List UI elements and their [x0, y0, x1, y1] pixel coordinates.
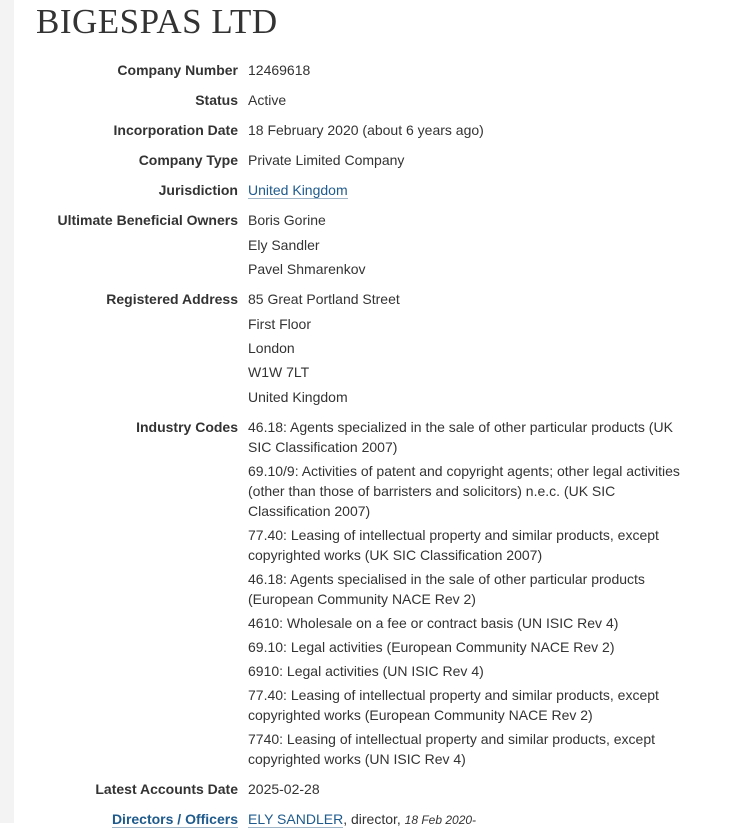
directors-officers-link[interactable]: Directors / Officers — [111, 810, 238, 827]
status-label: Status — [195, 92, 238, 108]
company-name-heading: BIGESPAS LTD — [36, 2, 278, 41]
registered-address — [248, 287, 714, 407]
address-line: 85 Great Portland Street — [248, 291, 400, 308]
address-line: W1W 7LT — [248, 364, 310, 381]
company-number-label: Company Number — [117, 62, 238, 78]
incorporation-date-value: 18 February 2020 (about 6 years ago) — [248, 122, 484, 138]
address-line: First Floor — [248, 315, 311, 332]
industry-code-item: 77.40: Leasing of intellectual property and similar products, except copyrighted works (UK SIC Classification 2007) — [248, 526, 659, 563]
company-number-value: 12469618 — [248, 62, 311, 78]
jurisdiction-value — [248, 178, 714, 200]
left-sidebar-strip — [0, 0, 14, 823]
company-type-label: Company Type — [138, 152, 238, 168]
address-line: United Kingdom — [248, 388, 348, 405]
officer-entry — [248, 807, 714, 830]
address-line: London — [248, 339, 295, 356]
industry-code-item: 46.18: Agents specialised in the sale of other particular products (European Community NACE Rev 2) — [248, 570, 645, 607]
industry-code-item: 4610: Wholesale on a fee or contract basis (UN ISIC Rev 4) — [248, 614, 619, 631]
ubo-label: Ultimate Beneficial Owners — [57, 212, 238, 228]
ubo-item: Boris Gorine — [248, 212, 326, 228]
latest-accounts-date-value: 2025-02-28 — [248, 780, 320, 797]
ubo-list — [248, 208, 714, 279]
officer-start-date: 18 Feb 2020- — [404, 812, 477, 827]
officer-name-link[interactable]: ELY SANDLER — [248, 810, 344, 827]
jurisdiction-label: Jurisdiction — [158, 182, 238, 198]
industry-code-item: 77.40: Leasing of intellectual property and similar products, except copyrighted works (European Community NACE Rev 2) — [248, 686, 659, 723]
jurisdiction-link[interactable]: United Kingdom — [248, 182, 348, 198]
industry-codes-list — [248, 415, 714, 769]
industry-code-item: 69.10: Legal activities (European Community NACE Rev 2) — [248, 638, 615, 655]
industry-codes-label: Industry Codes — [136, 418, 238, 435]
status-value: Active — [248, 92, 287, 108]
incorporation-date-label: Incorporation Date — [113, 122, 238, 138]
industry-code-item: 7740: Leasing of intellectual property and similar products, except copyrighted works (UN ISIC Rev 4) — [248, 730, 656, 767]
latest-accounts-date-label: Latest Accounts Date — [95, 780, 238, 797]
industry-code-item: 69.10/9: Activities of patent and copyright agents; other legal activities (other than those of barristers and solicitors) n.e.c. (UK SIC Classification 2007) — [248, 462, 680, 519]
directors-officers-label — [14, 807, 238, 830]
registered-address-label: Registered Address — [106, 291, 238, 308]
company-type-value: Private Limited Company — [248, 152, 405, 168]
ubo-item: Pavel Shmarenkov — [248, 261, 366, 278]
industry-code-item: 46.18: Agents specialized in the sale of other particular products (UK SIC Classification 2007) — [248, 418, 673, 455]
industry-code-item: 6910: Legal activities (UN ISIC Rev 4) — [248, 662, 484, 679]
officer-role: , director, — [343, 810, 405, 827]
company-attributes — [14, 58, 714, 830]
ubo-item: Ely Sandler — [248, 236, 320, 253]
